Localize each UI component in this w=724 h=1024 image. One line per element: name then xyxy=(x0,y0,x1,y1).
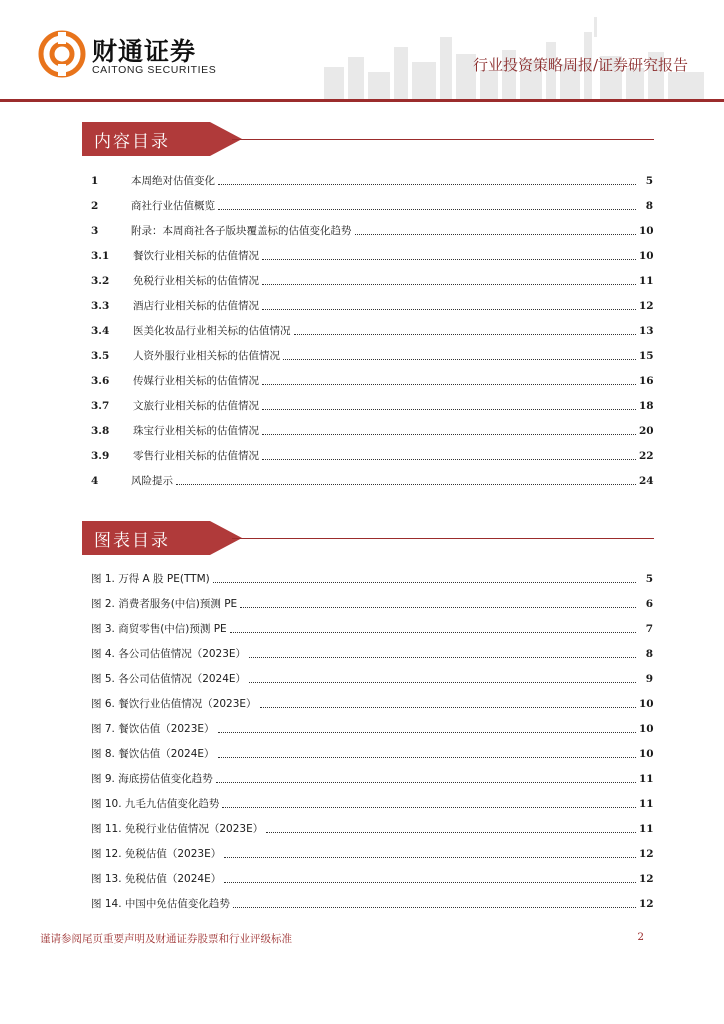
figure-entry-title: 图 13. 免税估值（2024E） xyxy=(91,873,222,885)
dot-leader xyxy=(222,807,636,808)
figure-entry[interactable] xyxy=(91,891,653,916)
figure-entry-title: 图 7. 餐饮估值（2023E） xyxy=(91,723,215,735)
toc-entry-page: 10 xyxy=(639,249,654,262)
toc-entry[interactable] xyxy=(91,418,653,443)
figure-entry-title: 图 9. 海底捞估值变化趋势 xyxy=(91,773,213,785)
dot-leader xyxy=(240,607,636,608)
section-rule xyxy=(232,139,654,140)
dot-leader xyxy=(233,907,636,908)
figure-entry-title: 图 1. 万得 A 股 PE(TTM) xyxy=(91,573,210,585)
dot-leader xyxy=(213,582,636,583)
toc-entry[interactable] xyxy=(91,218,653,243)
toc-entry-number: 3.9 xyxy=(91,449,110,462)
toc-entry-title: 文旅行业相关标的估值情况 xyxy=(133,400,259,412)
figure-entry-page: 7 xyxy=(645,622,653,635)
toc-entry-number: 1 xyxy=(91,174,99,187)
dot-leader xyxy=(260,707,636,708)
figure-entry[interactable] xyxy=(91,866,653,891)
dot-leader xyxy=(216,782,636,783)
report-header xyxy=(0,0,724,104)
toc-entry-number: 3.6 xyxy=(91,374,110,387)
footer-page-number: 2 xyxy=(637,931,644,943)
figure-entry-page: 6 xyxy=(645,597,653,610)
dot-leader xyxy=(218,732,636,733)
toc-entry-title: 人资外服行业相关标的估值情况 xyxy=(133,350,280,362)
figure-entry-page: 10 xyxy=(639,747,654,760)
figure-entry[interactable] xyxy=(91,641,653,666)
toc-entry-title: 商社行业估值概览 xyxy=(131,200,215,212)
toc-entry[interactable] xyxy=(91,368,653,393)
toc-entry[interactable] xyxy=(91,443,653,468)
dot-leader xyxy=(262,459,636,460)
dot-leader xyxy=(262,309,636,310)
toc-entry-number: 3.2 xyxy=(91,274,110,287)
figure-entry-title: 图 2. 消费者服务(中信)预测 PE xyxy=(91,598,238,610)
toc-heading: 内容目录 xyxy=(94,132,170,152)
figure-entry-page: 11 xyxy=(639,822,654,835)
figure-entry-page: 5 xyxy=(645,572,653,585)
header-divider xyxy=(0,99,724,102)
figure-entry-title: 图 6. 餐饮行业估值情况（2023E） xyxy=(91,698,257,710)
toc-entry[interactable] xyxy=(91,193,653,218)
toc-entry-page: 24 xyxy=(639,474,654,487)
dot-leader xyxy=(218,757,636,758)
toc-entry-page: 18 xyxy=(639,399,654,412)
caitong-logo-icon xyxy=(38,30,86,78)
logo-chinese-name: 财通证券 xyxy=(92,37,197,66)
dot-leader xyxy=(283,359,636,360)
toc-entry-number: 3.3 xyxy=(91,299,110,312)
figure-entry-page: 12 xyxy=(639,872,654,885)
table-of-contents xyxy=(91,168,653,493)
toc-entry-title: 风险提示 xyxy=(131,475,173,487)
dot-leader xyxy=(176,484,636,485)
toc-entry-title: 医美化妆品行业相关标的估值情况 xyxy=(133,325,291,337)
figure-entry[interactable] xyxy=(91,766,653,791)
dot-leader xyxy=(262,384,636,385)
figures-heading: 图表目录 xyxy=(94,531,170,551)
toc-entry-number: 3.4 xyxy=(91,324,110,337)
figure-entry-page: 12 xyxy=(639,897,654,910)
toc-entry[interactable] xyxy=(91,318,653,343)
dot-leader xyxy=(249,657,636,658)
toc-entry[interactable] xyxy=(91,243,653,268)
toc-entry-number: 3.5 xyxy=(91,349,110,362)
toc-entry-page: 5 xyxy=(645,174,653,187)
toc-entry[interactable] xyxy=(91,343,653,368)
section-rule xyxy=(232,538,654,539)
dot-leader xyxy=(355,234,637,235)
figure-entry-title: 图 12. 免税估值（2023E） xyxy=(91,848,222,860)
toc-entry-page: 8 xyxy=(645,199,653,212)
toc-entry[interactable] xyxy=(91,293,653,318)
toc-entry-title: 传媒行业相关标的估值情况 xyxy=(133,375,259,387)
toc-entry-number: 3.8 xyxy=(91,424,110,437)
toc-entry-title: 零售行业相关标的估值情况 xyxy=(133,450,259,462)
dot-leader xyxy=(262,284,636,285)
toc-entry-page: 16 xyxy=(639,374,654,387)
figure-entry[interactable] xyxy=(91,741,653,766)
dot-leader xyxy=(266,832,636,833)
toc-entry-number: 3.1 xyxy=(91,249,110,262)
toc-entry-page: 11 xyxy=(639,274,654,287)
report-type-label: 行业投资策略周报/证券研究报告 xyxy=(472,56,688,74)
figure-entry-page: 12 xyxy=(639,847,654,860)
toc-entry-page: 13 xyxy=(639,324,654,337)
dot-leader xyxy=(218,184,636,185)
toc-entry-number: 3.7 xyxy=(91,399,110,412)
toc-entry-page: 15 xyxy=(639,349,654,362)
figure-entry-title: 图 10. 九毛九估值变化趋势 xyxy=(91,798,220,810)
dot-leader xyxy=(230,632,636,633)
list-of-figures xyxy=(91,566,653,916)
figure-entry-page: 8 xyxy=(645,647,653,660)
toc-entry[interactable] xyxy=(91,393,653,418)
figure-entry[interactable] xyxy=(91,791,653,816)
figure-entry[interactable] xyxy=(91,841,653,866)
dot-leader xyxy=(224,882,636,883)
figure-entry[interactable] xyxy=(91,716,653,741)
toc-entry-page: 12 xyxy=(639,299,654,312)
toc-entry-number: 4 xyxy=(91,474,99,487)
figure-entry[interactable] xyxy=(91,591,653,616)
dot-leader xyxy=(262,434,636,435)
toc-entry-page: 20 xyxy=(639,424,654,437)
figure-entry-title: 图 4. 各公司估值情况（2023E） xyxy=(91,648,247,660)
figure-entry-page: 10 xyxy=(639,722,654,735)
figure-entry-page: 9 xyxy=(645,672,653,685)
footer-disclaimer: 谨请参阅尾页重要声明及财通证券股票和行业评级标准 xyxy=(40,933,292,945)
figures-section-header xyxy=(82,521,654,555)
toc-entry[interactable] xyxy=(91,168,653,193)
figure-entry-title: 图 14. 中国中免估值变化趋势 xyxy=(91,898,230,910)
figure-entry-page: 10 xyxy=(639,697,654,710)
figure-entry-page: 11 xyxy=(639,797,654,810)
toc-entry-number: 3 xyxy=(91,224,99,237)
toc-entry-number: 2 xyxy=(91,199,99,212)
toc-section-header xyxy=(82,122,654,156)
dot-leader xyxy=(249,682,636,683)
toc-entry-title: 珠宝行业相关标的估值情况 xyxy=(133,425,259,437)
figure-entry[interactable] xyxy=(91,691,653,716)
toc-entry-title: 酒店行业相关标的估值情况 xyxy=(133,300,259,312)
toc-entry-title: 附录：本周商社各子版块覆盖标的估值变化趋势 xyxy=(131,225,352,237)
figure-entry[interactable] xyxy=(91,816,653,841)
toc-entry-title: 餐饮行业相关标的估值情况 xyxy=(133,250,259,262)
figure-entry[interactable] xyxy=(91,666,653,691)
figure-entry[interactable] xyxy=(91,566,653,591)
dot-leader xyxy=(224,857,636,858)
toc-entry-title: 本周绝对估值变化 xyxy=(131,175,215,187)
figure-entry-title: 图 3. 商贸零售(中信)预测 PE xyxy=(91,623,227,635)
toc-entry[interactable] xyxy=(91,268,653,293)
toc-entry-title: 免税行业相关标的估值情况 xyxy=(133,275,259,287)
figure-entry-page: 11 xyxy=(639,772,654,785)
figure-entry-title: 图 11. 免税行业估值情况（2023E） xyxy=(91,823,264,835)
figure-entry-title: 图 5. 各公司估值情况（2024E） xyxy=(91,673,247,685)
dot-leader xyxy=(262,409,636,410)
figure-entry-title: 图 8. 餐饮估值（2024E） xyxy=(91,748,215,760)
figure-entry[interactable] xyxy=(91,616,653,641)
toc-entry[interactable] xyxy=(91,468,653,493)
logo-english-name: CAITONG SECURITIES xyxy=(92,64,217,76)
toc-entry-page: 22 xyxy=(639,449,654,462)
dot-leader xyxy=(218,209,636,210)
dot-leader xyxy=(294,334,637,335)
dot-leader xyxy=(262,259,636,260)
toc-entry-page: 10 xyxy=(639,224,654,237)
